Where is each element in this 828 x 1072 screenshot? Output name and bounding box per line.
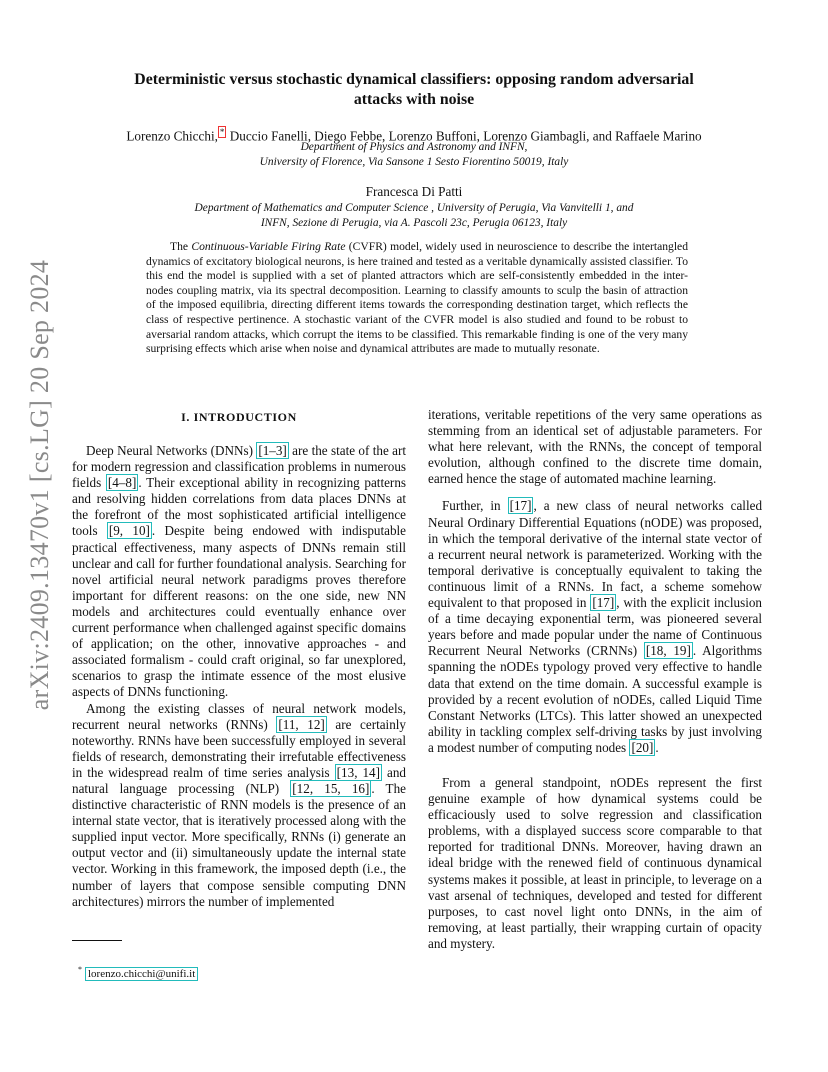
citation-link[interactable]: [13, 14] <box>336 764 381 780</box>
first-author: Lorenzo Chicchi, <box>126 128 218 144</box>
citation-link[interactable]: [18, 19] <box>645 643 691 659</box>
paragraph-text: are certainly noteworthy. RNNs have been successfully employed in several fields of research, demonstrating their irrefutable effectiveness in the widespread realm of time series analysis <box>72 716 406 780</box>
citation-link[interactable]: [1–3] <box>258 443 287 458</box>
title-line-2: attacks with noise <box>353 91 475 108</box>
paper-title <box>70 70 758 110</box>
footnote <box>78 965 198 980</box>
paragraph-text: Further, in <box>442 498 508 514</box>
affiliation-line: Department of Physics and Astronomy and INFN, <box>300 141 528 153</box>
paragraph-text: and natural language processing (NLP) <box>72 764 406 796</box>
arxiv-identifier-stamp <box>20 259 60 711</box>
second-author-block: Francesca Di Patti <box>365 184 463 199</box>
citation-link[interactable]: [11, 12] <box>278 716 325 732</box>
intro-paragraph-continued: iterations, veritable repetitions of the very same operations as stemming from an identical set of adjustable parameters. For what here relevant, with the RNNs, the concept of temporal evolution, although confined to the discrete time domain, earned hence the stage of automated machine learning. <box>428 407 762 487</box>
paragraph-text: , with the explicit inclusion of a time decaying exponential term, was pioneered several years before and made popular under the name of Continuous Recurrent Neural Networks (CRNNs) <box>428 595 762 659</box>
author-email-link[interactable]: lorenzo.chicchi@unifi.it <box>85 967 198 981</box>
footnote-mark: * <box>78 965 82 974</box>
intro-paragraph-4: From a general standpoint, nODEs represent the first genuine example of how dynamical systems could be efficaciously used to solve regression and classification problems, with a displayed success score comparable to that reported for traditional DNNs. Moreover, having drawn an ideal bridge with the renewed field of continuous dynamical systems makes it possible, at least in principle, to leverage on a vast arsenal of techniques, developed and tested for different purposes, to cast novel light onto DNNs, in the aim of removing, at least partially, their wrapping curtain of opacity and mystery. <box>428 774 762 951</box>
affiliation-line: University of Florence, Via Sansone 1 Sesto Fiorentino 50019, Italy <box>259 155 569 168</box>
citation-link[interactable]: [17] <box>509 498 532 514</box>
affiliation-line: Department of Mathematics and Computer Science , University of Perugia, Via Vanvitelli 1, and <box>194 202 634 214</box>
paragraph-text: . The distinctive characteristic of RNN models is the presence of an internal state vector, that is iteratively processed along with the supplied input vector. More specifically, RNNs (i) generate an output vector and (ii) simultaneously update the internal state vector. Working in this framework, the imposed depth (i.e., the number of layers that compose sensible computing DNN architectures) mirrors the number of implemented <box>72 780 406 909</box>
paragraph-text: . Algorithms spanning the nODEs typology proved very effective to handle data that extend on the time domain. A successful example is provided by a recent evolution of nODEs, called Liquid Time Constant Networks (LTCs). This latter showed an unexpected ability in tackling complex self-driving tasks by just involving a modest number of computing nodes <box>428 643 763 755</box>
citation-link[interactable]: [12, 15, 16] <box>292 780 370 796</box>
abstract <box>146 240 688 357</box>
affiliation-florence <box>70 140 758 169</box>
left-column <box>72 407 406 910</box>
abstract-text: (CVFR) model, widely used in neuroscience to describe the intertangled dynamics of excitatory biological neurons, is here trained and tested as a veritable dynamically assisted classifier. To this end the model is supplied with a set of planted attractors which are self-consistently embedded in the inter-nodes coupling matrix, via its spectral decomposition. Learning to classify amounts to sculp the basin of attraction of the imposed equilibria, directing different items towards the corresponding destination target, which reflects the class of respective pertinence. A stochastic variant of the CVFR model is also studied and found to be robust to aversarial random attacks, which corrupt the items to be classified. This remarkable finding is one of the very many surprising effects which arise when noise and dynamical attributes are made to mutually resonate. <box>146 240 688 356</box>
paragraph-text: . Their exceptional ability in recognizing patterns and resolving hidden correlations from data places DNNs at the forefront of the most sophisticated artificial intelligence tools <box>72 475 406 539</box>
corresponding-author-footnote-link[interactable]: * <box>219 127 225 137</box>
affiliation-perugia <box>70 201 758 230</box>
footnote-divider <box>72 940 122 941</box>
paragraph-text: are the state of the art for modern regression and classification problems in numerous fields <box>72 443 406 491</box>
paragraph-text: Among the existing classes of neural network models, recurrent neural networks (RNNs) <box>72 700 406 732</box>
other-authors: Duccio Fanelli, Diego Febbe, Lorenzo Buffoni, Lorenzo Giambagli, and Raffaele Marino <box>226 128 702 144</box>
paragraph-text: Deep Neural Networks (DNNs) <box>86 443 257 458</box>
right-column <box>428 407 762 952</box>
intro-paragraph-1 <box>72 443 406 701</box>
title-line-1: Deterministic versus stochastic dynamical classifiers: opposing random adversarial <box>134 71 694 88</box>
abstract-text: The <box>170 240 192 253</box>
affiliation-line: INFN, Sezione di Perugia, via A. Pascoli 23c, Perugia 06123, Italy <box>260 216 568 229</box>
citation-link[interactable]: [17] <box>592 595 615 611</box>
intro-paragraph-3 <box>428 498 762 756</box>
citation-link[interactable]: [9, 10] <box>108 523 150 539</box>
abstract-model-name: Continuous-Variable Firing Rate <box>191 240 346 253</box>
paragraph-text: . <box>655 739 659 755</box>
paragraph-text: . Despite being endowed with indisputable practical effectiveness, many aspects of DNNs remain still unclear and call for further foundational analysis. Searching for novel artificial neural network paradigms proves therefore important for different reasons: on the one side, new NN models and architectures could eventually enhance over current performance when challenged against specific domains of application; on the other, innovative approaches - and associated formalism - could craft original, so far unexplored, scenarios to grasp the intimate essence of the most elusive aspects of DNNs functioning. <box>72 523 407 700</box>
paragraph-text: , a new class of neural networks called Neural Ordinary Differential Equations (nODE) was proposed, in which the temporal derivative of the internal state vector of a recurrent neural network is parameterized. Working with the temporal derivative is conceptually equivalent to taking the continuous limit of a RNNs. In fact, a scheme somehow equivalent to that proposed in <box>428 498 763 611</box>
arxiv-stamp-text: arXiv:2409.13470v1 [cs.LG] 20 Sep 2024 <box>25 259 54 711</box>
citation-link[interactable]: [20] <box>631 739 654 755</box>
citation-link[interactable]: [4–8] <box>107 475 137 491</box>
intro-paragraph-2 <box>72 701 406 910</box>
section-heading-introduction: I. INTRODUCTION <box>181 410 297 424</box>
